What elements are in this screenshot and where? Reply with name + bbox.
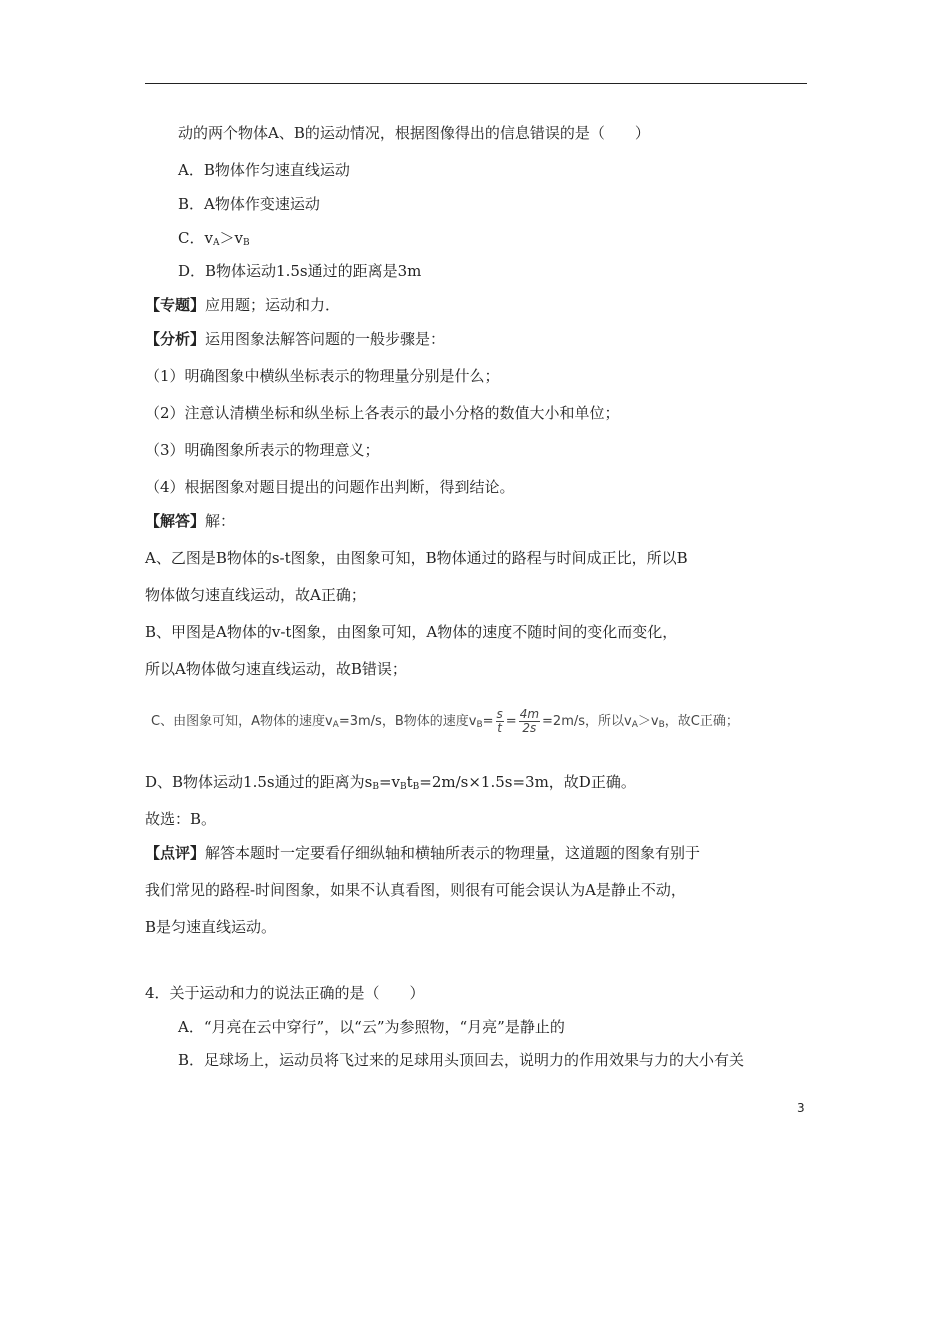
q3-option-d: D．B物体运动1.5s通过的距离是3m [178, 262, 422, 280]
ans-c-p4: = [505, 714, 517, 729]
topic-line [145, 295, 340, 315]
answer-b-line-1: B、甲图是A物体的v-t图象，由图象可知，A物体的速度不随时间的变化而变化， [145, 623, 678, 641]
ans-c-s4: B [658, 720, 665, 730]
fraction-4m-over-2s [519, 708, 540, 735]
answer-line [145, 511, 235, 531]
ans-c-p3: = [482, 714, 494, 729]
analysis-tag: 【分析】 [145, 330, 206, 348]
ans-c-p7: ，故C正确； [664, 714, 739, 729]
fraction-2s-denominator: 2s [522, 721, 537, 735]
q4-option-b: B．足球场上，运动员将飞过来的足球用头顶回去，说明力的作用效果与力的大小有关 [178, 1051, 745, 1069]
ans-c-s3: A [631, 720, 638, 730]
topic-tag: 【专题】 [145, 296, 206, 314]
fraction-s-numerator: s [496, 707, 503, 721]
choice-line: 故选：B。 [145, 810, 217, 828]
comment-line-2: 我们常见的路程-时间图象，如果不认真看图，则很有可能会误认为A是静止不动， [145, 881, 686, 899]
ans-d-p3: t [406, 773, 413, 791]
answer-b-line-2: 所以A物体做匀速直线运动，故B错误； [145, 660, 407, 678]
ans-d-s1: B [372, 782, 379, 792]
q3-stem-continuation: 动的两个物体A、B的运动情况，根据图像得出的信息错误的是（ ） [178, 124, 650, 142]
ans-c-p1: C、由图象可知，A物体的速度v [151, 714, 333, 729]
q3-option-a: A．B物体作匀速直线运动 [178, 161, 350, 179]
comment-text-1: 解答本题时一定要看仔细纵轴和横轴所表示的物理量，这道题的图象有别于 [205, 844, 701, 862]
ans-d-s3: B [412, 782, 420, 792]
answer-tag: 【解答】 [145, 512, 206, 530]
ans-d-p2: =v [378, 773, 400, 791]
fraction-s-over-t [496, 708, 504, 735]
header-rule [145, 83, 807, 84]
ans-c-p5: =2m/s，所以v [542, 714, 632, 729]
ans-c-p2: =3m/s，B物体的速度v [338, 714, 477, 729]
ans-c-s1: A [332, 720, 339, 730]
ans-d-s2: B [399, 782, 407, 792]
answer-c-formula-line [151, 704, 739, 743]
q3-option-c-prefix: C．v [178, 229, 213, 247]
comment-line-1 [145, 843, 700, 863]
analysis-step-3: （3）明确图象所表示的物理意义； [145, 441, 380, 459]
ans-c-s2: B [476, 720, 483, 730]
analysis-step-1: （1）明确图象中横纵坐标表示的物理量分别是什么； [145, 367, 500, 385]
ans-c-p6: ＞v [637, 714, 659, 729]
q3-option-c-mid: ＞v [219, 229, 243, 247]
ans-d-p4: =2m/s×1.5s=3m，故D正确。 [419, 773, 636, 791]
answer-a-line-2: 物体做匀速直线运动，故A正确； [145, 586, 366, 604]
answer-a-line-1: A、乙图是B物体的s-t图象，由图象可知，B物体通过的路程与时间成正比，所以B [145, 549, 688, 567]
q3-option-c-sub-b: B [242, 238, 250, 248]
analysis-step-2: （2）注意认清横坐标和纵坐标上各表示的最小分格的数值大小和单位； [145, 404, 620, 422]
comment-line-3: B是匀速直线运动。 [145, 918, 277, 936]
q4-stem: 4．关于运动和力的说法正确的是（ ） [145, 984, 425, 1002]
comment-tag: 【点评】 [145, 844, 206, 862]
ans-d-p1: D、B物体运动1.5s通过的距离为s [145, 773, 373, 791]
page-number: 3 [797, 1101, 805, 1115]
fraction-t-denominator: t [497, 721, 503, 735]
q3-option-b: B．A物体作变速运动 [178, 195, 320, 213]
topic-text: 应用题；运动和力． [205, 296, 341, 314]
q4-option-a: A．“月亮在云中穿行”，以“云”为参照物，“月亮”是静止的 [178, 1018, 565, 1036]
answer-d-line [145, 772, 636, 797]
q3-option-c-sub-a: A [212, 238, 220, 248]
q3-option-c [178, 228, 250, 253]
answer-text: 解： [205, 512, 236, 530]
analysis-step-4: （4）根据图象对题目提出的问题作出判断，得到结论。 [145, 478, 515, 496]
fraction-4m-numerator: 4m [519, 707, 540, 721]
analysis-text: 运用图象法解答问题的一般步骤是： [205, 330, 446, 348]
analysis-line [145, 329, 445, 349]
